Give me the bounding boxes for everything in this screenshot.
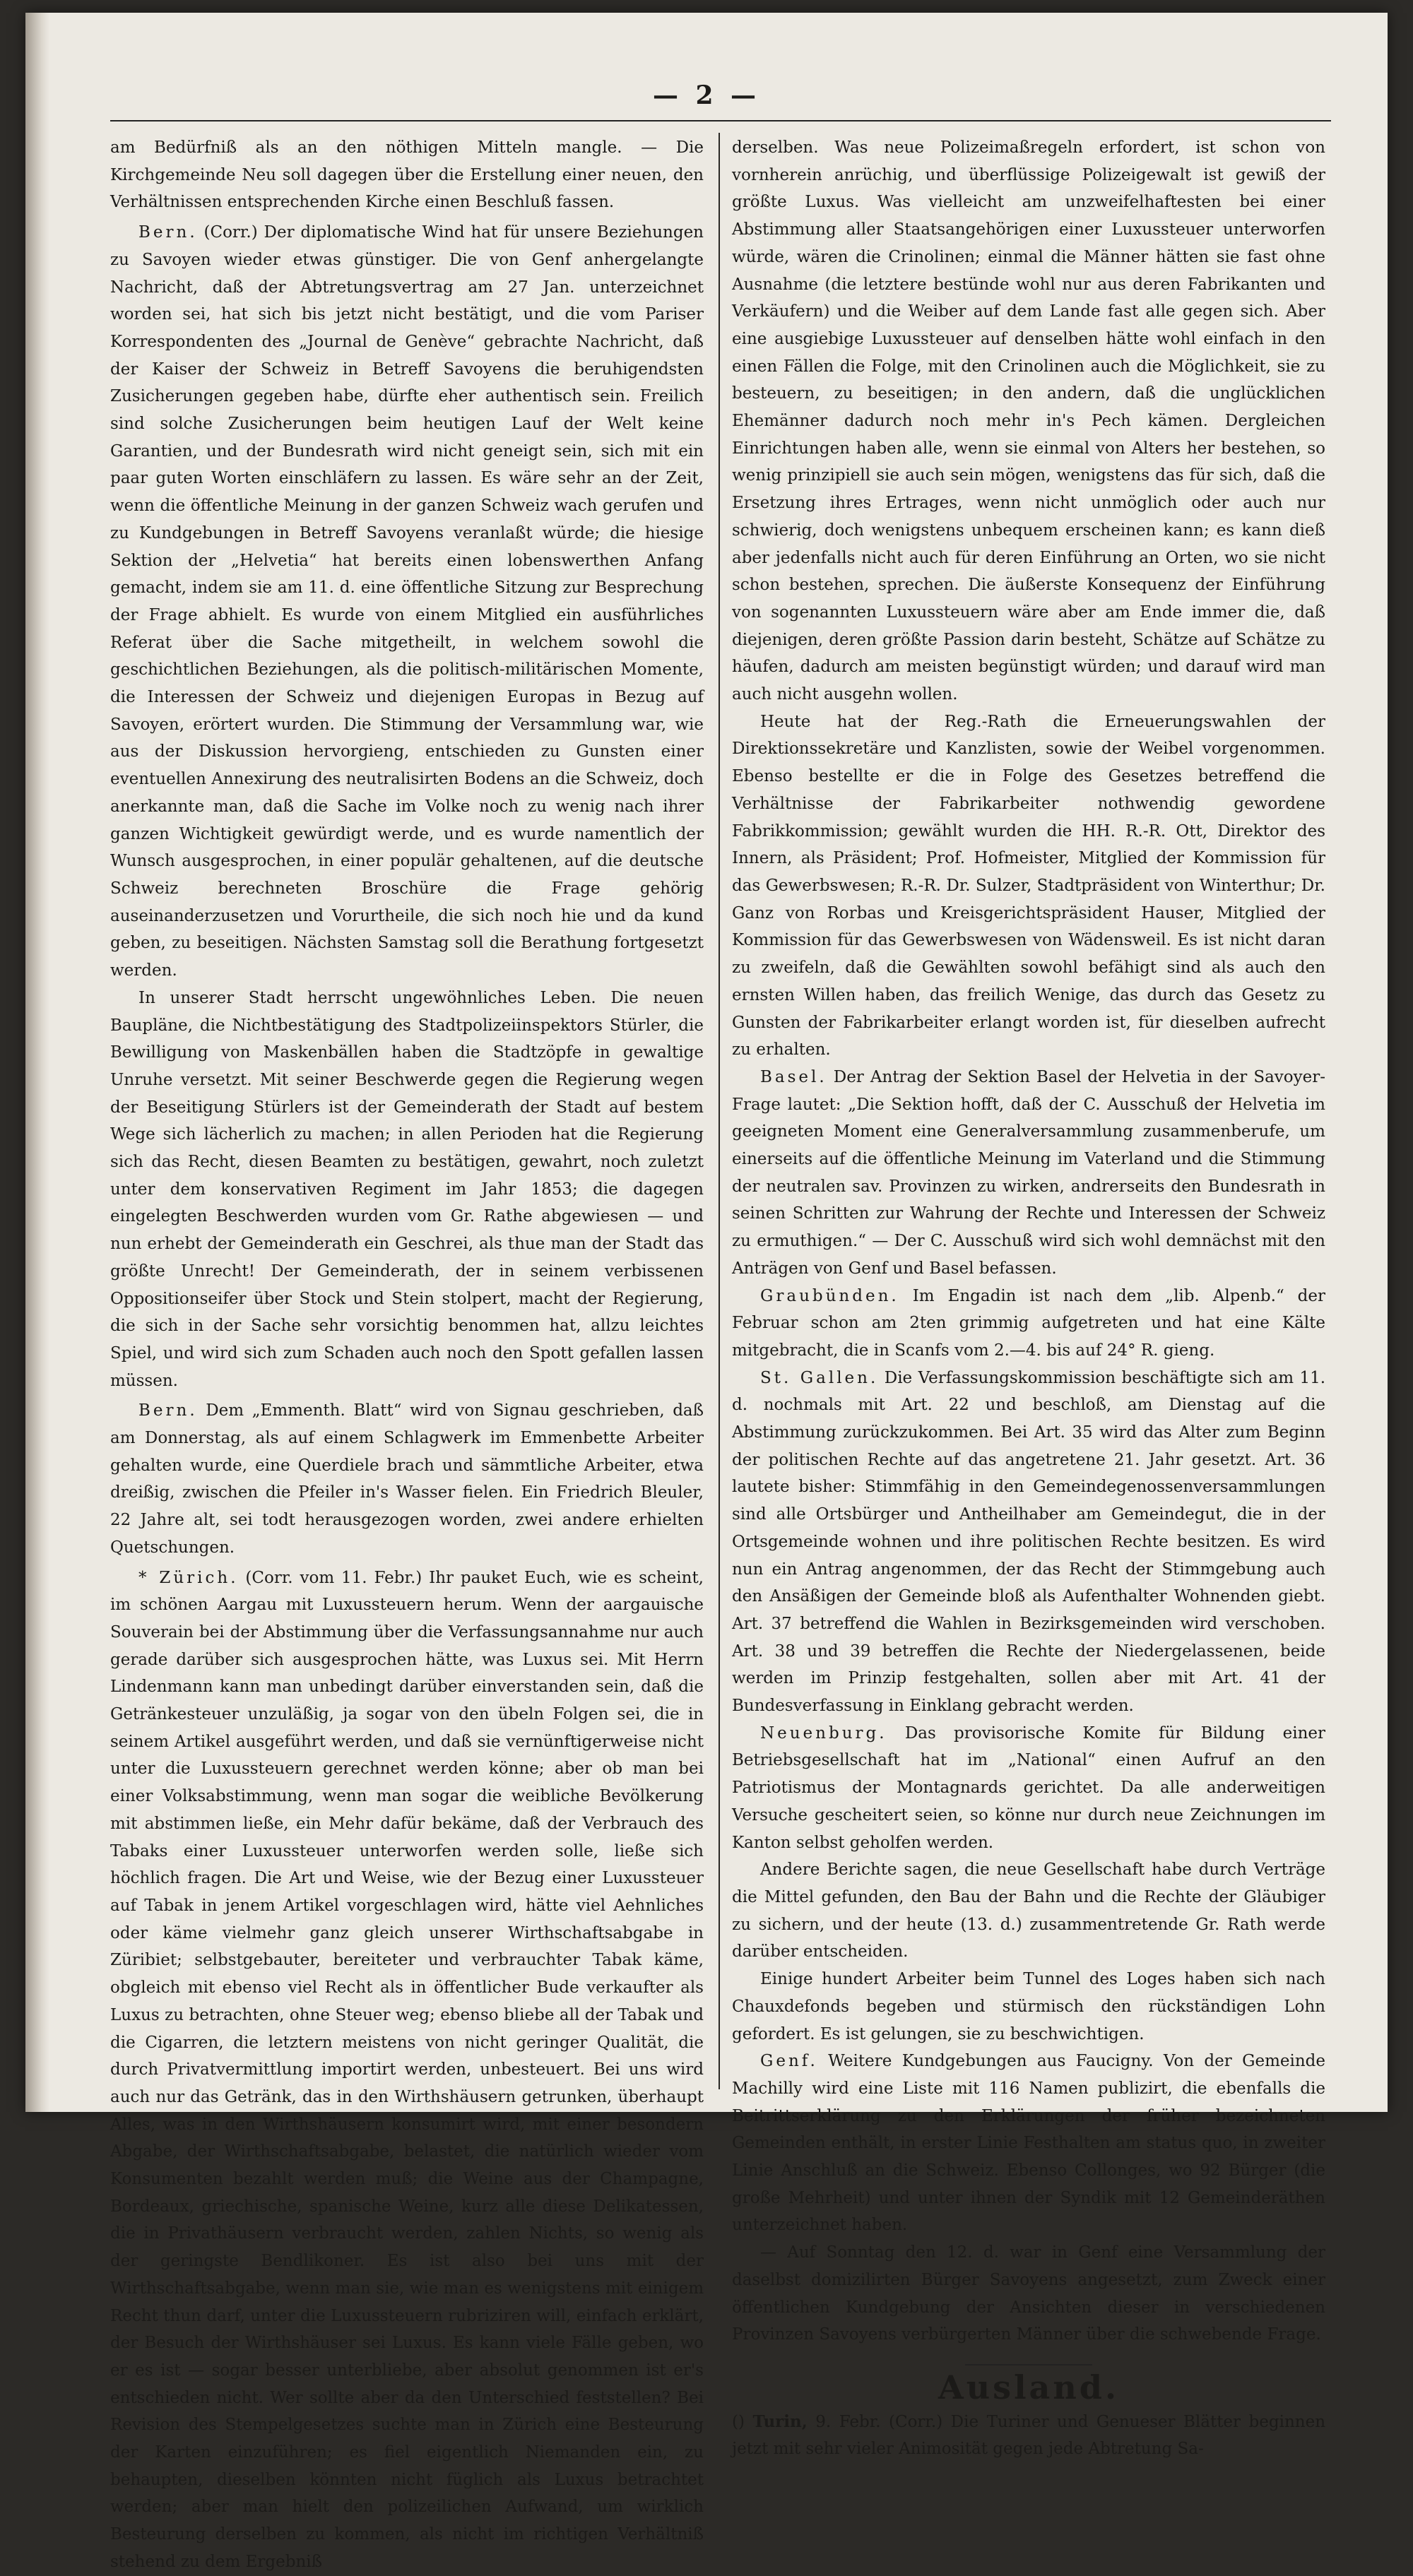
dateline: Graubünden. (760, 1286, 899, 1305)
article-paragraph: am Bedürfniß als an den nöthigen Mitteln mangle. — Die Kirchgemeinde Neu soll dagegen über die Erstellung einer neuen, den Verhältnissen entsprechenden Kirche einen Beschluß fassen. (110, 138, 704, 212)
dateline: Neuenburg. (760, 1723, 887, 1743)
section-title-ausland: Ausland. (938, 2368, 1119, 2406)
article-paragraph: Basel. Der Antrag der Sektion Basel der Helvetia in der Savoyer-Frage lautet: „Die Sektion hofft, daß der C. Ausschuß der Helvetia im geeigneten Moment eine Generalversammlung zusammenberufe, um einerseits auf die öffentliche Meinung im Vaterland und die Stimmung der neutralen sav. Provinzen zu wirken, andrerseits den Bundesrath in seinen Schritten zur Wahrung der Rechte und Interessen der Schweiz zu ermuthigen.“ — Der C. Ausschuß wird sich wohl demnächst mit den Anträgen von Genf und Basel befassen. (732, 1067, 1325, 1278)
section-rule (965, 2364, 1092, 2366)
page-number: — 2 — (652, 81, 761, 110)
article-paragraph: Heute hat der Reg.-Rath die Erneuerungswahlen der Direktionssekretäre und Kanzlisten, sowie der Weibel vorgenommen. Ebenso bestellte er die in Folge des Gesetzes betreffend die Verhältnisse der Fabrikarbeiter nothwendig gewordene Fabrikkommission; gewählt wurden die HH. R.-R. Ott, Direktor des Innern, als Präsident; Prof. Hofmeister, Mitglied der Kommission für das Gewerbswesen; R.-R. Dr. Sulzer, Stadtpräsident von Winterthur; Dr. Ganz von Rorbas und Kreisgerichtspräsident Hauser, Mitglied der Kommission für das Gewerbswesen von Wädensweil. Es ist nicht daran zu zweifeln, daß die Gewählten sowohl befähigt sind als auch den ernsten Willen haben, das freilich Wenige, das durch das Gesetz zu Gunsten der Fabrikarbeiter erlangt worden ist, für dieselben aufrecht zu erhalten. (732, 712, 1325, 1060)
newspaper-page (25, 13, 1388, 2571)
article-paragraph: — Auf Sonntag den 12. d. war in Genf eine Versammlung der daselbst domizilirten Bürger Savoyens angesetzt, zum Zweck einer öffentlichen Kundgebung der Ansichten dieser in verschiedenen Provinzen Savoyens verbürgerten Männer über die schwebende Frage. (732, 2243, 1325, 2344)
dateline: Basel. (760, 1067, 827, 1086)
dateline: Turin, (752, 2411, 808, 2431)
right-column (732, 134, 1326, 2459)
left-column (110, 134, 704, 2571)
dateline: Bern. (138, 223, 198, 242)
article-paragraph: Bern. Dem „Emmenth. Blatt“ wird von Signau geschrieben, daß am Donnerstag, als auf einem Schlagwerk im Emmenbette Arbeiter gehalten wurde, eine Querdiele brach und sämmtliche Arbeiter, etwa dreißig, zwischen die Pfeiler in's Wasser fielen. Ein Friedrich Bleuler, 22 Jahre alt, sei todt herausgezogen worden, zwei andere erhielten Quetschungen. (110, 1401, 704, 1557)
article-paragraph: Andere Berichte sagen, die neue Gesellschaft habe durch Verträge die Mittel gefunden, den Bau der Bahn und die Rechte der Gläubiger zu sichern, und der heute (13. d.) zusammentretende Gr. Rath werde darüber entscheiden. (732, 1860, 1325, 1961)
column-divider (719, 133, 720, 2089)
paragraph-marker: () (732, 2412, 745, 2431)
article-paragraph: Graubünden. Im Engadin ist nach dem „lib. Alpenb.“ der Februar schon am 2ten grimmig aufgetreten und hat eine Kälte mitgebracht, die in Scanfs vom 2.—4. bis auf 24° R. gieng. (732, 1286, 1326, 1360)
header-rule (110, 120, 1331, 121)
article-paragraph: Bern. (Corr.) Der diplomatische Wind hat für unsere Beziehungen zu Savoyen wieder etwas günstiger. Die von Genf anhergelangte Nachricht, daß der Abtretungsvertrag am 27 Jan. unterzeichnet worden sei, hat sich bis jetzt nicht bestätigt, und die vom Pariser Korrespondenten des „Journal de Genève“ gebrachte Nachricht, daß der Kaiser der Schweiz in Betreff Savoyens die beruhigendsten Zusicherungen gegeben habe, dürfte eher authentisch sein. Freilich sind solche Zusicherungen beim heutigen Lauf der Welt keine Garantien, und der Bundesrath wird nicht geneigt sein, sich mit ein paar guten Worten einschläfern zu lassen. Es wäre sehr an der Zeit, wenn die öffentliche Meinung in der ganzen Schweiz wach gerufen und zu Kundgebungen in Betreff Savoyens veranlaßt würde; die hiesige Sektion der „Helvetia“ hat bereits einen lobenswerthen Anfang gemacht, indem sie am 11. d. eine öffentliche Sitzung zur Besprechung der Frage abhielt. Es wurde von einem Mitglied ein ausführliches Referat über die Sache mitgetheilt, in welchem sowohl die geschichtlichen Beziehungen, als die politisch-militärischen Momente, die Interessen der Schweiz und diejenigen Europas in Bezug auf Savoyen, erörtert wurden. Die Stimmung der Versammlung war, wie aus der Diskussion hervorgieng, entschieden zu Gunsten einer eventuellen Annexirung des neutralisirten Bodens an die Schweiz, doch anerkannte man, daß die Sache im Volke noch zu wenig nach ihrer ganzen Wichtigkeit gewürdigt werde, und es wurde namentlich der Wunsch ausgesprochen, in einer populär gehaltenen, auf die deutsche Schweiz berechneten Broschüre die Frage gehörig auseinanderzusetzen und Vorurtheile, die sich noch hie und da kund geben, zu beseitigen. Nächsten Samstag soll die Berathung fortgesetzt werden. (110, 223, 704, 980)
article-paragraph: Einige hundert Arbeiter beim Tunnel des Loges haben sich nach Chauxdefonds begeben und stürmisch den rückständigen Lohn gefordert. Es ist gelungen, sie zu beschwichtigen. (732, 1970, 1325, 2043)
page-binding-shadow (25, 13, 49, 2112)
article-paragraph: Genf. Weitere Kundgebungen aus Faucigny. Von der Gemeinde Machilly wird eine Liste mit 116 Namen publizirt, die ebenfalls die Beitrittserklärung zu den Erklärungen der früher bezeichneten Gemeinden enthält, in erster Linie Festhalten am status quo, in zweiter Linie Anschluß an die Schweiz. Ebenso Collonges, wo 92 Bürger (die große Mehrheit) und unter ihnen der Syndik mit 12 Gemeinderäthen unterzeichnet haben. (732, 2052, 1325, 2235)
article-paragraph: St. Gallen. Die Verfassungskommission beschäftigte sich am 11. d. nochmals mit Art. 22 und beschloß, am Dienstag auf die Abstimmung zurückzukommen. Bei Art. 35 wird das Alter zum Beginn der politischen Rechte auf das angetretene 21. Jahr gesetzt. Art. 36 lautete bisher: Stimmfähig in den Gemeindegenossenversammlungen sind alle Ortsbürger und Antheilhaber am Gemeindegut, die in der Ortsgemeinde wohnen und ihre politischen Rechte besitzen. Es wird nun ein Antrag angenommen, der das Recht der Stimmgebung auch den Ansäßigen der Gemeinde bloß als Aufenthalter Wohnenden giebt. Art. 37 betreffend die Wahlen in Bezirksgemeinden wird verschoben. Art. 38 und 39 betreffen die Rechte der Niedergelassenen, beide werden im Prinzip festgehalten, sollen aber mit Art. 41 der Bundesverfassung in Einklang gebracht werden. (732, 1368, 1326, 1716)
dateline: * Zürich. (138, 1568, 239, 1587)
article-paragraph: * Zürich. (Corr. vom 11. Febr.) Ihr pauket Euch, wie es scheint, im schönen Aargau mit Luxussteuern herum. Wenn der aargauische Souverain bei der Abstimmung über die Verfassungsannahme nur auch gerade darüber sich ausgesprochen hätte, was Luxus sei. Mit Herrn Lindenmann kann man unbedingt darüber einverstanden sein, daß die Getränkesteuer unzuläßig, ja sogar von den übeln Folgen sei, die in seinem Artikel ausgeführt werden, und daß sie vernünftigerweise nicht unter die Luxussteuern gerechnet werden könne; aber ob man bei einer Volksabstimmung, wenn man sogar die weibliche Bevölkerung mit abstimmen ließe, ein Mehr dafür bekäme, daß der Verbrauch des Tabaks einer Luxussteuer unterworfen werden solle, ließe sich höchlich fragen. Die Art und Weise, wie der Bezug einer Luxussteuer auf Tabak in jenem Artikel vorgeschlagen wird, hätte viel Aehnliches oder käme vielmehr ganz gleich unserer Wirthschaftsabgabe in Züribiet; selbstgebauter, bereiteter und verbrauchter Tabak käme, obgleich mit ebenso viel Recht als in öffentlicher Bude verkaufter als Luxus zu betrachten, ohne Steuer weg; ebenso bliebe all der Tabak und die Cigarren, die letztern meistens von nicht geringer Qualität, die durch Privatvermittlung importirt werden, unbesteuert. Bei uns wird auch nur das Getränk, das in den Wirthshäusern getrunken, überhaupt Alles, was in den Wirthshäusern konsumirt wird, mit einer besondern Abgabe, der Wirthschaftsabgabe, belastet, die natürlich wieder vom Konsumenten bezahlt werden muß; die Weine aus der Champagne, Bordeaux, griechische, spanische Weine, kurz alle diese Delikatessen, die in Privathäusern verbraucht werden, zahlen Nichts, so wenig als der geringste Bendlikoner. Es ist also bei uns mit der Wirthschaftsabgabe, wenn man sie, wie man es wenigstens mit einigem Recht thun darf, unter die Luxussteuern rubriziren will, einfach erklärt, der Besuch der Wirthshäuser sei Luxus. Es kann viele Fälle geben, wo er es ist — sogar besser unterbliebe, aber absolut genommen ist er's entschieden nicht. Wer sollte aber da den Unterschied feststellen? Bei Revision des Stempelgesetzes suchte man in Zürich eine Besteurung der Karten einzuführen; es fiel eigentlich Niemanden ein, zu behaupten, dieselben könnten nicht füglich als Luxus betrachtet werden; aber man hielt den polizeilichen Aufwand, um wirklich Besteurung derselben zu kommen, als nicht im richtigen Verhältniß stehend zu dem Ergebniß (110, 1568, 704, 2571)
dateline: St. Gallen. (760, 1368, 879, 1387)
article-paragraph: derselben. Was neue Polizeimaßregeln erfordert, ist schon von vornherein anrüchig, und überflüssige Polizeigewalt ist gewiß der größte Luxus. Was vielleicht am unzweifelhaftesten bei einer Abstimmung aller Staatsangehörigen einer Luxussteuer unterworfen würde, wären die Crinolinen; einmal die Männer hätten sie fast ohne Ausnahme (die letztere bestünde wohl nur aus deren Fabrikanten und Verkäufern) und die Weiber auf dem Lande fast alle gegen sich. Aber eine ausgiebige Luxussteuer auf denselben hätte wohl einfach in den einen Fällen die Folge, mit den Crinolinen auch die Möglichkeit, sie zu besteuern, zu beseitigen; in den andern, daß die unglücklichen Ehemänner dadurch noch mehr in's Pech kämen. Dergleichen Einrichtungen haben alle, wenn sie einmal von Alters her bestehen, so wenig prinzipiell sie auch sein mögen, wenigstens das für sich, daß die Ersetzung ihres Ertrages, wenn nicht unmöglich oder auch nur schwierig, doch wenigstens unbequem erscheinen kann; es kann dieß aber jedenfalls nicht auch für deren Einführung an Orten, wo sie nicht schon bestehen, sprechen. Die äußerste Konsequenz der Einführung von sogenannten Luxussteuern wäre aber am Ende immer die, daß diejenigen, deren größte Passion darin besteht, Schätze auf Schätze zu häufen, dadurch am meisten begünstigt würden; und darauf wird man auch nicht ausgehn wollen. (732, 138, 1325, 704)
dateline: Genf. (760, 2052, 818, 2071)
article-paragraph: () Turin, 9. Febr. (Corr.) Die Turiner und Genueser Blätter beginnen jetzt mit sehr vieler Animosität gegen jede Abtretung Sa- (732, 2411, 1326, 2459)
dateline: Bern. (138, 1401, 198, 1420)
article-paragraph: In unserer Stadt herrscht ungewöhnliches Leben. Die neuen Baupläne, die Nichtbestätigung des Stadtpolizeiinspektors Stürler, die Bewilligung von Maskenbällen haben die Stadtzöpfe in gewaltige Unruhe versetzt. Mit seiner Beschwerde gegen die Regierung wegen der Beseitigung Stürlers ist der Gemeinderath der Stadt auf bestem Wege sich lächerlich zu machen; in allen Perioden hat die Regierung sich das Recht, diesen Beamten zu bestätigen, gewahrt, noch zuletzt unter dem konservativen Regiment im Jahr 1853; die dagegen eingelegten Beschwerden wurden vom Gr. Rathe abgewiesen — und nun erhebt der Gemeinderath ein Geschrei, als thue man der Stadt das größte Unrecht! Der Gemeinderath, der in seinem verbissenen Oppositionseifer über Stock und Stein stolpert, macht der Regierung, die sich in der Sache sehr vorsichtig benommen hat, allzu leichtes Spiel, und wird sich zum Schaden auch noch den Spott gefallen lassen müssen. (110, 988, 704, 1390)
article-paragraph: Neuenburg. Das provisorische Komite für Bildung einer Betriebsgesellschaft hat im „National“ einen Aufruf an den Patriotismus der Montagnards gerichtet. Da alle anderweitigen Versuche gescheitert seien, so könne nur durch neue Zeichnungen im Kanton selbst geholfen werden. (732, 1723, 1325, 1852)
